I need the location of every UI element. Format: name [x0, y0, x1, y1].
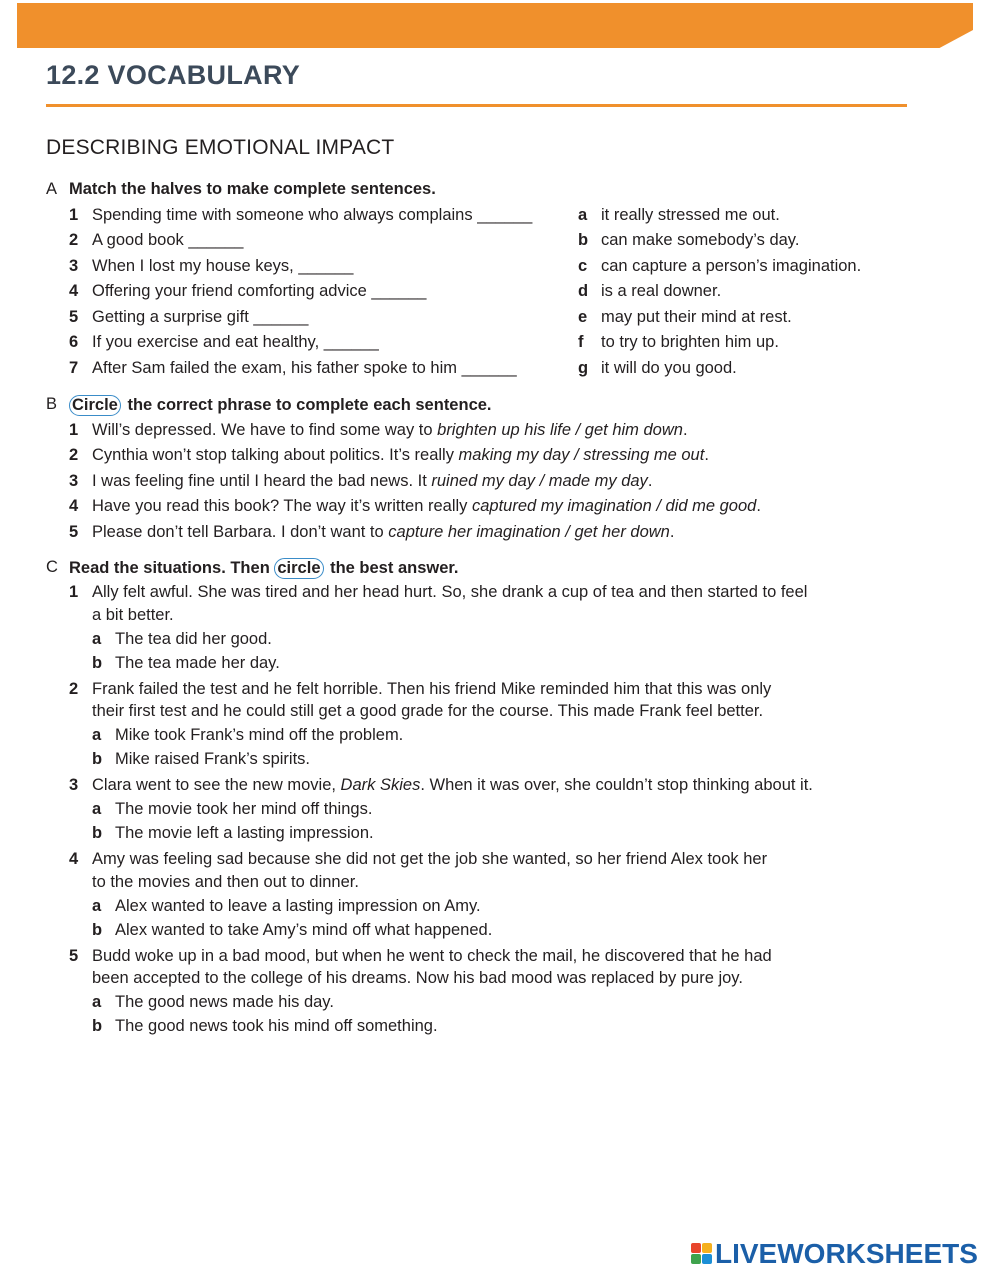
item-number: 4	[69, 282, 79, 300]
situation-text	[92, 776, 813, 795]
situation-text-continued: been accepted to the college of his dreams. Now his bad mood was replaced by pure joy.	[92, 969, 743, 987]
option-text: The good news took his mind off something.	[115, 1017, 438, 1035]
item-number: 3	[69, 257, 79, 275]
option-letter: b	[92, 750, 103, 768]
item-number: 2	[69, 446, 79, 464]
item-number: 5	[69, 308, 79, 326]
item-text	[92, 523, 674, 542]
phrase-choice[interactable]: brighten up his life / get him down	[437, 421, 683, 439]
option-letter: a	[92, 993, 102, 1011]
item-text: Spending time with someone who always complains ______	[92, 206, 533, 224]
header-banner	[17, 3, 973, 48]
option-text: The tea made her day.	[115, 654, 280, 672]
item-text: After Sam failed the exam, his father spoke to him ______	[92, 359, 517, 377]
option-text: Alex wanted to leave a lasting impression on Amy.	[115, 897, 481, 915]
section-instruction	[69, 395, 492, 416]
situation-text-continued: their first test and he could still get a good grade for the course. This made Frank feel better.	[92, 702, 764, 720]
instruction-rest: the best answer.	[330, 559, 459, 577]
option-text: The movie left a lasting impression.	[115, 824, 374, 842]
option-text: can make somebody’s day.	[601, 231, 800, 249]
option-letter: b	[92, 1017, 103, 1035]
phrase-choice[interactable]: captured my imagination / did me good	[472, 497, 757, 515]
item-number: 3	[69, 472, 79, 490]
item-number: 4	[69, 497, 79, 515]
item-text: Offering your friend comforting advice ______	[92, 282, 427, 300]
option-text: The good news made his day.	[115, 993, 334, 1011]
section-subtitle: DESCRIBING EMOTIONAL IMPACT	[46, 136, 395, 159]
circled-word: Circle	[69, 395, 121, 416]
section-letter: B	[46, 395, 58, 413]
option-text: is a real downer.	[601, 282, 722, 300]
option-text: Alex wanted to take Amy’s mind off what happened.	[115, 921, 493, 939]
option-letter: a	[92, 630, 102, 648]
item-number: 1	[69, 583, 79, 601]
option-letter: a	[92, 800, 102, 818]
sentence-text: I was feeling fine until I heard the bad news. It	[92, 472, 432, 490]
item-text	[92, 497, 761, 516]
situation-text: Ally felt awful. She was tired and her head hurt. So, she drank a cup of tea and then started to feel	[92, 583, 808, 601]
option-letter: e	[578, 308, 588, 326]
item-text	[92, 421, 688, 440]
situation-text-continued: to the movies and then out to dinner.	[92, 873, 359, 891]
item-text: When I lost my house keys, ______	[92, 257, 354, 275]
option-letter: a	[92, 897, 102, 915]
phrase-choice[interactable]: making my day / stressing me out	[458, 446, 705, 464]
option-letter: b	[92, 824, 103, 842]
option-letter: a	[92, 726, 102, 744]
circled-word: circle	[274, 558, 323, 579]
item-number: 4	[69, 850, 79, 868]
item-text: A good book ______	[92, 231, 244, 249]
sentence-end: .	[647, 472, 653, 490]
instruction-pre: Read the situations. Then	[69, 559, 270, 577]
sentence-text: Will’s depressed. We have to find some way to	[92, 421, 438, 439]
item-text: If you exercise and eat healthy, ______	[92, 333, 379, 351]
item-text: Getting a surprise gift ______	[92, 308, 309, 326]
situation-text: Frank failed the test and he felt horrible. Then his friend Mike reminded him that this was only	[92, 680, 772, 698]
sentence-end: .	[682, 421, 688, 439]
logo-icon	[691, 1243, 713, 1265]
item-text	[92, 446, 709, 465]
item-number: 5	[69, 523, 79, 541]
sentence-text: Please don’t tell Barbara. I don’t want to	[92, 523, 389, 541]
logo-text: LIVEWORKSHEETS	[715, 1238, 978, 1269]
sentence-end: .	[756, 497, 761, 515]
option-text: The movie took her mind off things.	[115, 800, 373, 818]
option-letter: b	[578, 231, 589, 249]
item-number: 5	[69, 947, 79, 965]
option-letter: g	[578, 359, 589, 377]
item-number: 2	[69, 680, 79, 698]
item-number: 3	[69, 776, 79, 794]
option-text: Mike took Frank’s mind off the problem.	[115, 726, 404, 744]
option-letter: c	[578, 257, 588, 275]
option-text: it really stressed me out.	[601, 206, 780, 224]
phrase-choice[interactable]: capture her imagination / get her down	[388, 523, 670, 541]
item-number: 1	[69, 206, 79, 224]
option-letter: b	[92, 921, 103, 939]
situation-text-continued: a bit better.	[92, 606, 174, 624]
section-instruction	[69, 558, 458, 579]
section-letter: A	[46, 180, 58, 198]
option-text: can capture a person’s imagination.	[601, 257, 862, 275]
item-number: 6	[69, 333, 79, 351]
situation-text-pre: Clara went to see the new movie,	[92, 776, 341, 794]
section-letter: C	[46, 558, 58, 576]
item-text	[92, 472, 652, 491]
item-number: 1	[69, 421, 79, 439]
liveworksheets-logo	[691, 1238, 978, 1270]
sentence-end: .	[669, 523, 675, 541]
sentence-text: Have you read this book? The way it’s written really	[92, 497, 472, 515]
phrase-choice[interactable]: ruined my day / made my day	[431, 472, 648, 490]
sentence-text: Cynthia won’t stop talking about politics. It’s really	[92, 446, 459, 464]
option-letter: b	[92, 654, 103, 672]
movie-title: Dark Skies	[340, 776, 421, 794]
instruction-rest: the correct phrase to complete each sentence.	[127, 396, 492, 414]
option-text: may put their mind at rest.	[601, 308, 792, 326]
option-text: it will do you good.	[601, 359, 737, 377]
option-text: The tea did her good.	[115, 630, 272, 648]
item-number: 2	[69, 231, 79, 249]
sentence-end: .	[704, 446, 709, 464]
title-divider	[46, 104, 907, 107]
page-title: 12.2 VOCABULARY	[46, 60, 301, 90]
option-text: Mike raised Frank’s spirits.	[115, 750, 310, 768]
item-number: 7	[69, 359, 79, 377]
situation-text-post: . When it was over, she couldn’t stop thinking about it.	[420, 776, 813, 794]
situation-text: Budd woke up in a bad mood, but when he went to check the mail, he discovered that he had	[92, 947, 772, 965]
option-letter: a	[578, 206, 588, 224]
option-letter: d	[578, 282, 589, 300]
section-instruction: Match the halves to make complete sentences.	[69, 180, 436, 198]
situation-text: Amy was feeling sad because she did not get the job she wanted, so her friend Alex took her	[92, 850, 768, 868]
option-letter: f	[578, 333, 584, 351]
option-text: to try to brighten him up.	[601, 333, 779, 351]
